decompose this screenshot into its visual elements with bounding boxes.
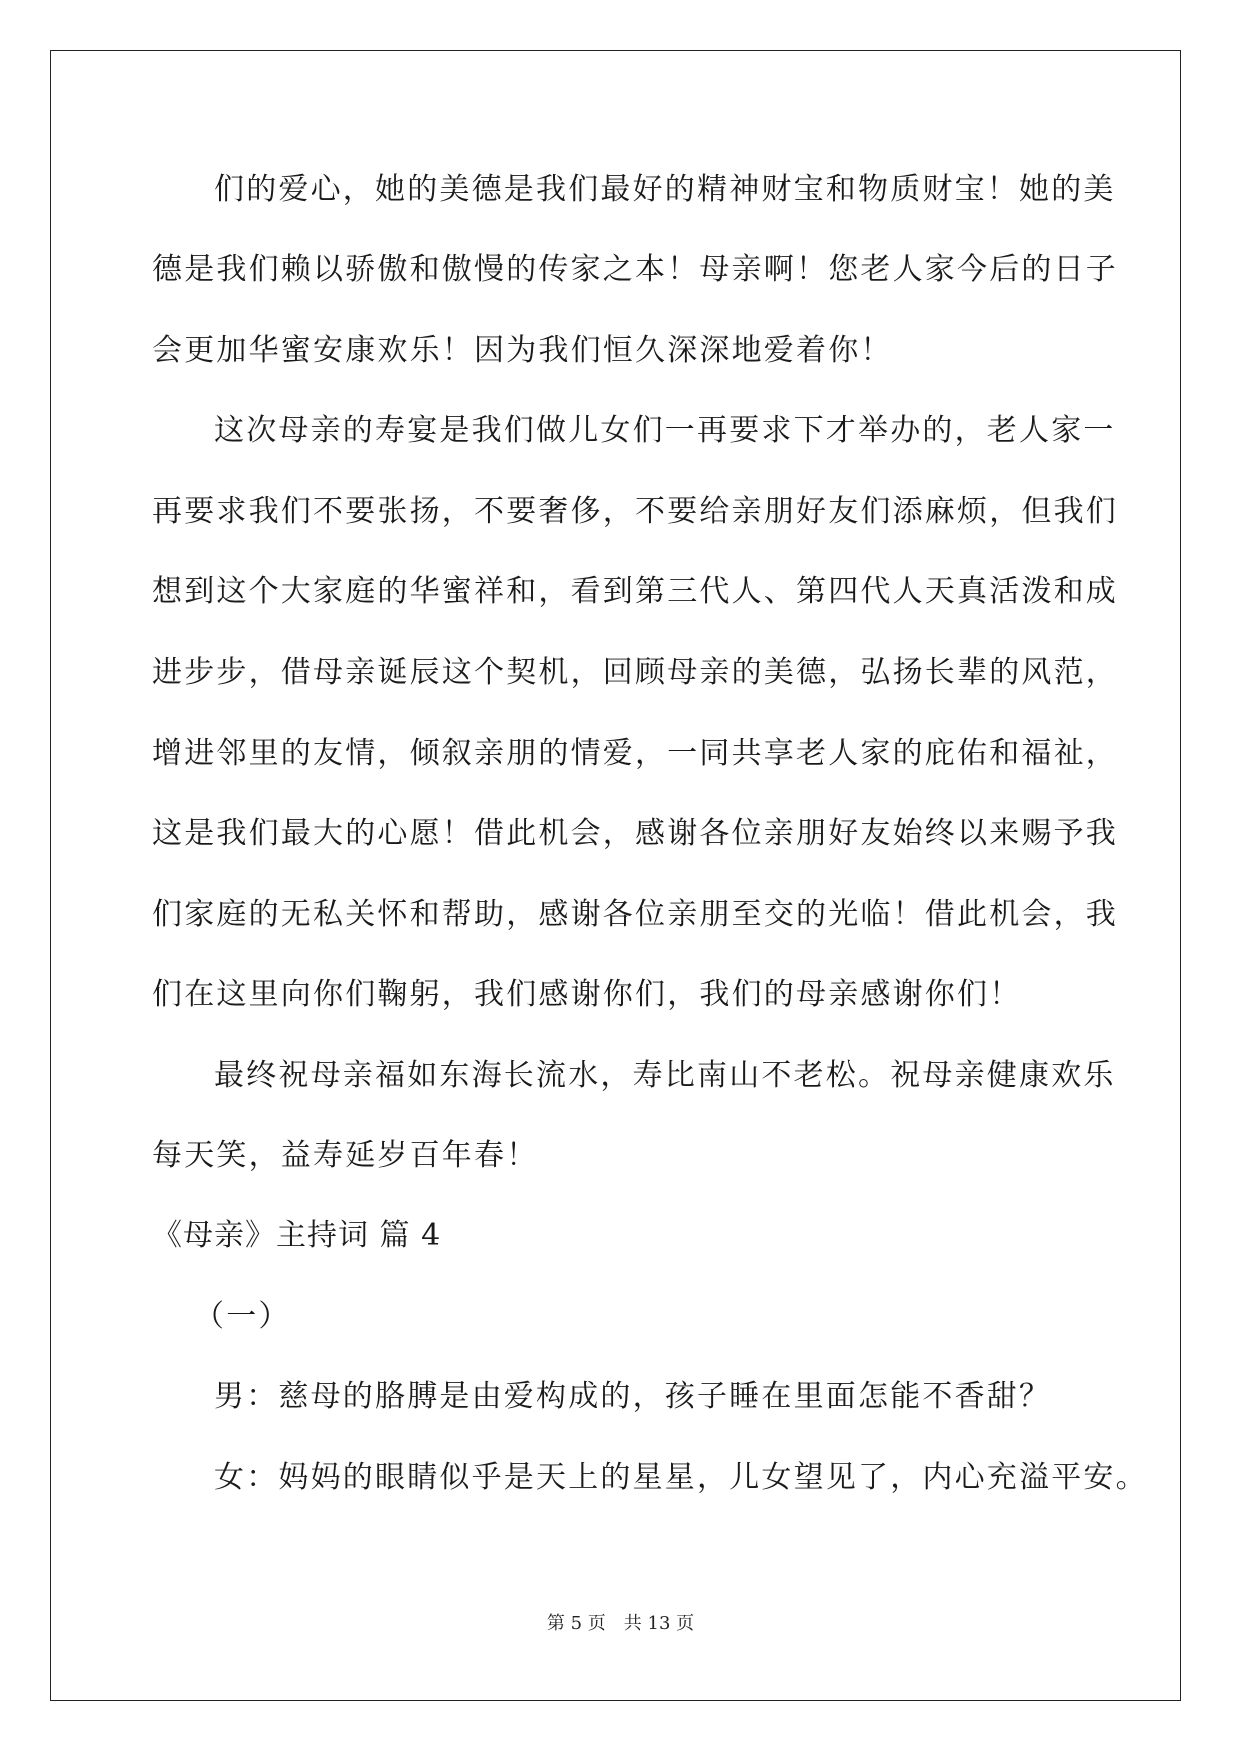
page-border <box>50 50 1181 1701</box>
paragraph-line: 这是我们最大的心愿！借此机会，感谢各位亲朋好友始终以来赐予我 <box>152 816 1118 851</box>
paragraph-line: 增进邻里的友情，倾叙亲朋的情爱，一同共享老人家的庇佑和福祉， <box>152 736 1118 771</box>
paragraph-line: 进步步，借母亲诞辰这个契机，回顾母亲的美德，弘扬长辈的风范， <box>152 655 1118 690</box>
paragraph-line: 这次母亲的寿宴是我们做儿女们一再要求下才举办的，老人家一 <box>214 413 1116 448</box>
section-heading: 《母亲》主持词 篇 4 <box>152 1218 442 1253</box>
paragraph-line: 们的爱心，她的美德是我们最好的精神财宝和物质财宝！她的美 <box>214 172 1116 207</box>
paragraph-line: 们在这里向你们鞠躬，我们感谢你们，我们的母亲感谢你们！ <box>152 977 1022 1012</box>
dialogue-line-male: 男：慈母的胳膊是由爱构成的，孩子睡在里面怎能不香甜？ <box>214 1379 1052 1414</box>
paragraph-line: 德是我们赖以骄傲和傲慢的传家之本！母亲啊！您老人家今后的日子 <box>152 252 1118 287</box>
paragraph-line: 想到这个大家庭的华蜜祥和，看到第三代人、第四代人天真活泼和成 <box>152 574 1118 609</box>
paragraph-line: 会更加华蜜安康欢乐！因为我们恒久深深地爱着你！ <box>152 333 893 368</box>
subsection-label: （一） <box>194 1299 291 1334</box>
page-number-footer: 第 5 页 共 13 页 <box>546 1613 695 1634</box>
paragraph-line: 最终祝母亲福如东海长流水，寿比南山不老松。祝母亲健康欢乐 <box>214 1058 1116 1093</box>
paragraph-line: 每天笑，益寿延岁百年春！ <box>152 1138 539 1173</box>
paragraph-line: 再要求我们不要张扬，不要奢侈，不要给亲朋好友们添麻烦，但我们 <box>152 494 1118 529</box>
paragraph-line: 们家庭的无私关怀和帮助，感谢各位亲朋至交的光临！借此机会，我 <box>152 897 1118 932</box>
dialogue-line-female: 女：妈妈的眼睛似乎是天上的星星，儿女望见了，内心充溢平安。 <box>214 1460 1148 1495</box>
